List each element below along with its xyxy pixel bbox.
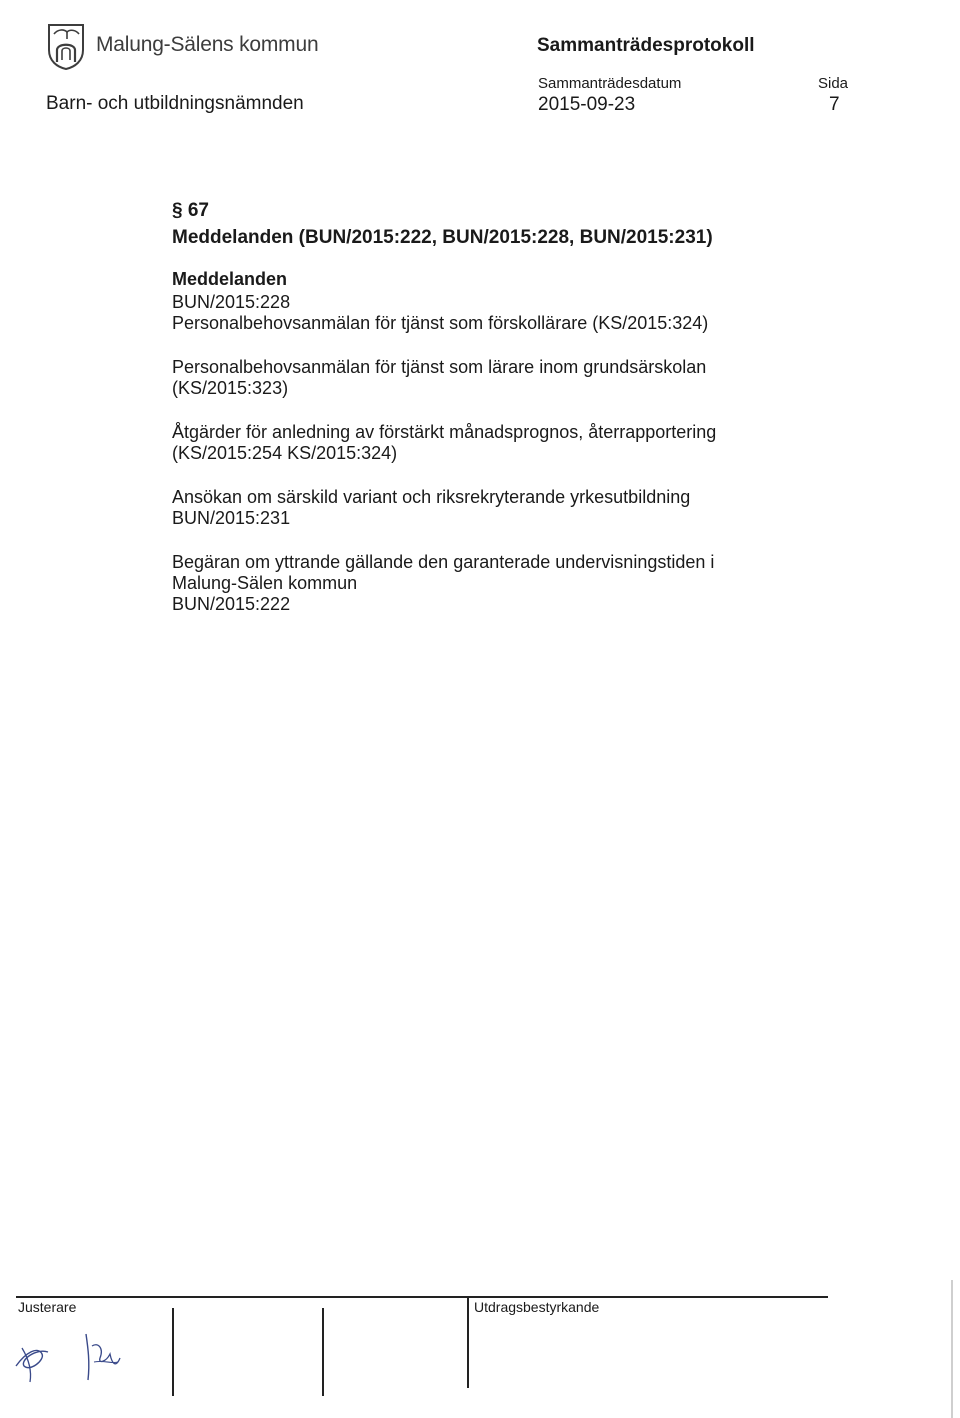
message-line: BUN/2015:228 (172, 292, 291, 312)
signature-box-divider (467, 1298, 469, 1388)
message-line: (KS/2015:254 KS/2015:324) (172, 443, 398, 463)
signature-box-divider (172, 1308, 174, 1396)
section-number: § 67 (172, 200, 209, 221)
organization-name: Malung-Sälens kommun (96, 33, 319, 56)
scan-edge-line (951, 1280, 953, 1418)
message-list (172, 292, 872, 615)
signature-icon (8, 1318, 128, 1388)
committee-name: Barn- och utbildningsnämnden (46, 93, 304, 114)
document-type: Sammanträdesprotokoll (537, 35, 755, 56)
meeting-date: 2015-09-23 (538, 94, 636, 115)
meeting-date-label: Sammanträdesdatum (538, 75, 682, 92)
section-title: Meddelanden (BUN/2015:222, BUN/2015:228, BUN/2015:231) (172, 227, 713, 248)
message-item (172, 552, 872, 615)
page-label: Sida (818, 75, 849, 92)
message-item (172, 357, 872, 399)
message-line: Ansökan om särskild variant och riksrekryterande yrkesutbildning (172, 487, 691, 507)
message-line: Personalbehovsanmälan för tjänst som lärare inom grundsärskolan (172, 357, 707, 377)
page-number: 7 (829, 94, 840, 115)
extract-certification-label: Utdragsbestyrkande (474, 1299, 600, 1315)
message-line: BUN/2015:231 (172, 508, 291, 528)
message-line: Personalbehovsanmälan för tjänst som förskollärare (KS/2015:324) (172, 313, 709, 333)
section-subheading: Meddelanden (172, 269, 288, 289)
signature-box-divider (322, 1308, 324, 1396)
message-item (172, 422, 872, 464)
message-line: (KS/2015:323) (172, 378, 289, 398)
adjuster-label: Justerare (18, 1299, 77, 1315)
message-item (172, 487, 872, 529)
message-line: Åtgärder för anledning av förstärkt månadsprognos, återrapportering (172, 422, 717, 442)
message-line: Begäran om yttrande gällande den garanterade undervisningstiden i (172, 552, 715, 572)
municipal-coat-of-arms-icon (46, 22, 86, 70)
message-line: BUN/2015:222 (172, 594, 291, 614)
message-item (172, 292, 872, 334)
message-line: Malung-Sälen kommun (172, 573, 358, 593)
footer-divider (16, 1296, 828, 1298)
